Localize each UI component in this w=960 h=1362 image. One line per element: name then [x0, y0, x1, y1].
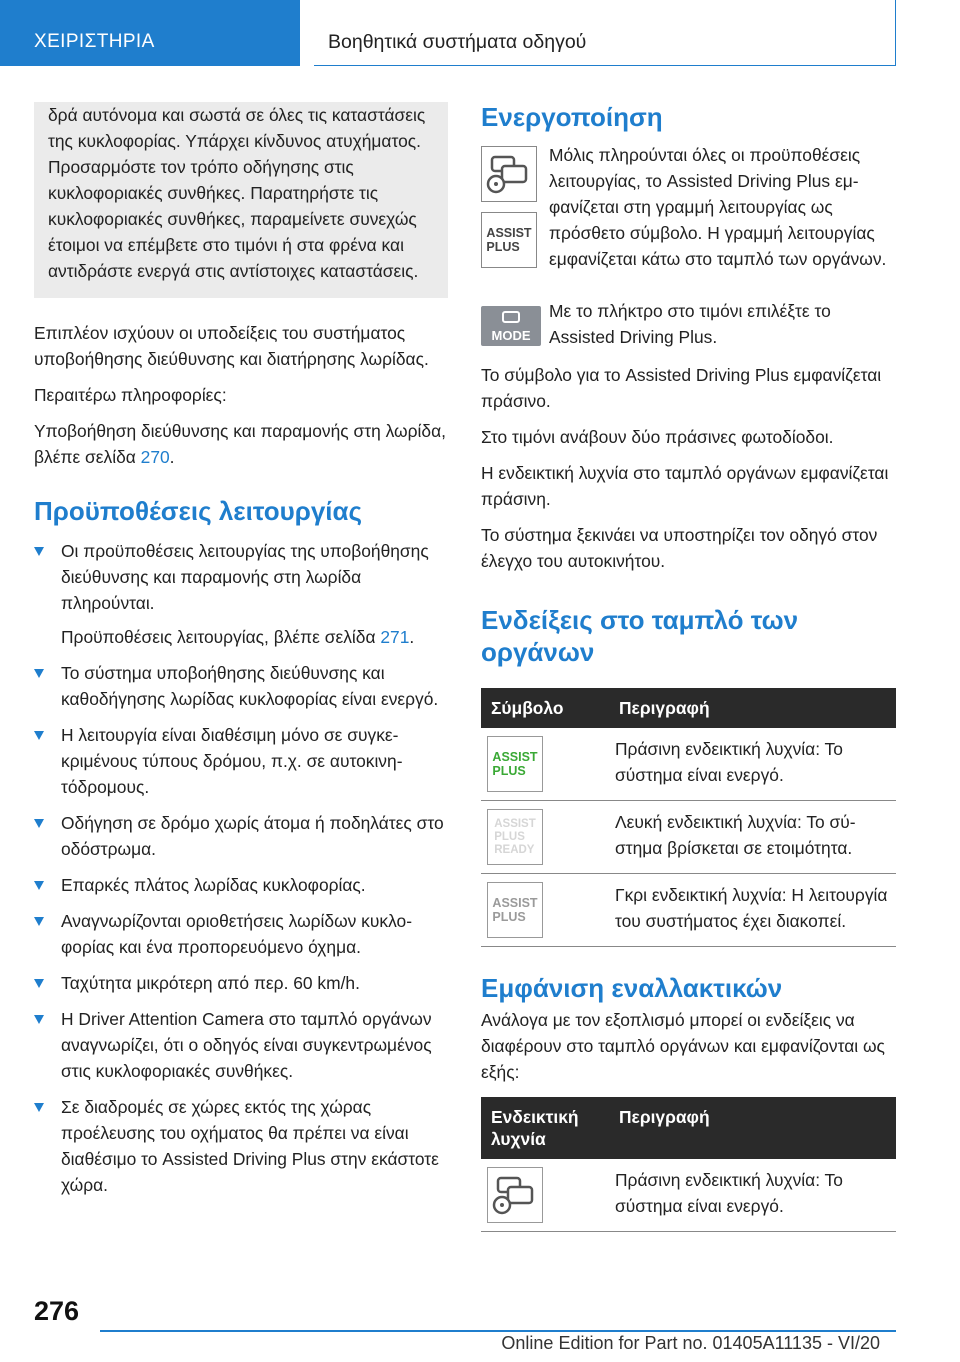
triangle-bullet-icon: [34, 1103, 44, 1112]
table-header-symbol: Σύμβολο: [481, 688, 609, 728]
indicators-table: [481, 688, 896, 947]
footer-edition: Online Edition for Part no. 01405A11135 - VI/20: [501, 1333, 880, 1353]
assist-label-line: ASSIST: [492, 750, 538, 764]
paragraph: Στο τιμόνι ανάβουν δύο πράσινες φωτοδίοδοι.: [481, 427, 834, 447]
bullet-item: [34, 722, 448, 800]
paragraph: Το σύστημα ξεκινάει να υποστηρίζει τον οδηγό στον έλεγχο του αυτοκινήτου.: [481, 525, 878, 571]
cars-steering-icon: [492, 1175, 538, 1215]
bullet-sub-end: .: [409, 627, 415, 647]
triangle-bullet-icon: [34, 881, 44, 890]
bullet-sub-text: Προϋποθέσεις λειτουργίας, βλέπε σελίδα: [61, 627, 381, 647]
bullet-text: Οδήγηση σε δρόμο χωρίς άτομα ή ποδηλάτες στο οδόστρωμα.: [61, 813, 444, 859]
assisted-driving-icon: [481, 146, 537, 202]
assist-plus-grey-icon: [487, 882, 543, 938]
assist-label-line: READY: [494, 843, 535, 856]
table-row: [481, 728, 896, 801]
paragraph-end: .: [169, 447, 175, 467]
bullet-item: [34, 660, 448, 712]
paragraph-with-link: [34, 418, 448, 470]
paragraph: Η ενδεικτική λυχνία στο ταμπλό οργάνων εμφανίζεται πράσινη.: [481, 463, 889, 509]
assist-label-line: PLUS: [486, 240, 520, 254]
assist-label-line: ASSIST: [486, 226, 532, 240]
assist-label-grey: [492, 896, 537, 924]
cars-steering-icon: [486, 154, 532, 194]
triangle-bullet-icon: [34, 1015, 44, 1024]
table-row: [481, 801, 896, 874]
section-heading: Προϋποθέσεις λειτουργίας: [34, 496, 363, 526]
mode-label: MODE: [491, 328, 531, 343]
assist-plus-ready-icon: [487, 809, 543, 865]
warning-box: [34, 102, 448, 298]
page-number: 276: [34, 1296, 80, 1326]
bullet-text: Η λειτουργία είναι διαθέσιμη μόνο σε συγκεκριμένους τύπους δρόμου, π.χ. σε αυτοκινητόδρομους.: [61, 725, 403, 797]
assist-label-line: PLUS: [492, 910, 526, 924]
table-cell-icon: [481, 801, 609, 874]
bullet-text: Ταχύτητα μικρότερη από περ. 60 km/h.: [61, 973, 360, 993]
table-cell-description: Γκρι ενδεικτική λυχνία: Η λειτουργία του συστήματος έχει διακοπεί.: [609, 874, 896, 947]
page-link[interactable]: 270: [140, 447, 170, 467]
paragraph: Ανάλογα με τον εξοπλισμό μπορεί οι ενδείξεις να διαφέρουν στο ταμπλό οργάνων και εμφανίζονται ως εξής:: [481, 1010, 885, 1082]
table-cell-icon: [481, 728, 609, 801]
table-cell-description: Πράσινη ενδεικτική λυχνία: Το σύστημα είναι ενεργό.: [609, 728, 896, 801]
triangle-bullet-icon: [34, 669, 44, 678]
table-header-description: Περιγραφή: [609, 1097, 896, 1159]
page-link[interactable]: 271: [380, 627, 410, 647]
table-row: [481, 1159, 896, 1232]
bullet-item: [34, 538, 448, 616]
assist-plus-green-icon: [487, 736, 543, 792]
section-title: ΧΕΙΡΙΣΤΗΡΙΑ: [34, 31, 155, 52]
bullet-item: [34, 872, 448, 898]
assist-label-white: [494, 818, 536, 857]
paragraph: Περαιτέρω πληροφορίες:: [34, 385, 227, 405]
bullet-sub: [34, 624, 448, 650]
bullet-text: Οι προϋποθέσεις λειτουργίας της υποβοήθησης διεύθυνσης και παραμονής στη λωρίδα πληρούνται.: [61, 541, 429, 613]
assisted-driving-icon: [487, 1167, 543, 1223]
activation-text: Μόλις πληρούνται όλες οι προϋποθέσεις λειτουργίας, το Assisted Driving Plus εμφανίζεται στη γραμμή λειτουργίας ως πρόσθετο σύμβολο. Η γραμμή λειτουργίας εμφανίζεται κάτω στο ταμπλό των οργάνων.: [549, 145, 887, 269]
table-row: [481, 874, 896, 947]
right-column: [481, 100, 896, 1232]
section-tab: [0, 0, 300, 66]
bullet-item: [34, 1006, 448, 1084]
assist-plus-label: [486, 226, 531, 254]
table-header-row: [481, 1097, 896, 1159]
table-cell-description: Πράσινη ενδεικτική λυχνία: Το σύστημα είναι ενεργό.: [609, 1159, 896, 1232]
assist-label-line: PLUS: [492, 764, 526, 778]
bullet-text: Επαρκές πλάτος λωρίδας κυκλοφορίας.: [61, 875, 366, 895]
bullet-text: Η Driver Attention Camera στο ταμπλό οργάνων αναγνωρίζει, ότι ο οδηγός είναι συγκεντρωμένος στις κυκλοφοριακές συνθήκες.: [61, 1009, 432, 1081]
section-heading-alternatives: Εμφάνιση εναλλακτικών: [481, 973, 783, 1003]
mode-button: [481, 306, 541, 346]
table-cell-icon: [481, 1159, 609, 1232]
section-heading-indicators: Ενδείξεις στο ταμπλό των οργάνων: [481, 605, 799, 667]
bullet-text: Σε διαδρομές σε χώρες εκτός της χώρας προέλευσης του οχήματος θα πρέπει να είναι διαθέσιμο το Assisted Driving Plus στην εκάστοτε χώρα.: [61, 1097, 439, 1195]
paragraph: Το σύμβολο για το Assisted Driving Plus εμφανίζεται πράσινο.: [481, 365, 882, 411]
triangle-bullet-icon: [34, 731, 44, 740]
mode-text: Με το πλήκτρο στο τιμόνι επιλέξτε το Assisted Driving Plus.: [549, 301, 831, 347]
bullet-item: [34, 1094, 448, 1198]
table-cell-icon: [481, 874, 609, 947]
table-header-description: Περιγραφή: [609, 688, 896, 728]
alternative-indicators-table: [481, 1097, 896, 1232]
bullet-text: Το σύστημα υποβοήθησης διεύθυνσης και καθοδήγησης λωρίδας κυκλοφορίας είναι ενεργό.: [61, 663, 439, 709]
bullet-item: [34, 970, 448, 996]
assist-label-line: ASSIST: [492, 896, 538, 910]
bullet-item: [34, 810, 448, 862]
mode-block: [481, 298, 896, 352]
triangle-bullet-icon: [34, 917, 44, 926]
triangle-bullet-icon: [34, 547, 44, 556]
table-header-indicator: Ενδεικτική λυχνία: [481, 1097, 609, 1159]
footer-divider: [100, 1330, 896, 1332]
chapter-title: Βοηθητικά συστήματα οδηγού: [328, 31, 587, 53]
activation-block: [481, 142, 896, 284]
assist-label-line: ASSIST: [494, 817, 536, 830]
triangle-bullet-icon: [34, 979, 44, 988]
table-header-row: [481, 688, 896, 728]
assist-label-green: [492, 750, 537, 778]
assist-plus-icon: [481, 212, 537, 268]
table-cell-description: Λευκή ενδεικτική λυχνία: Το σύστημα βρίσκεται σε ετοιμότητα.: [609, 801, 896, 874]
bullet-text: Αναγνωρίζονται οριοθετήσεις λωρίδων κυκλοφορίας και ένα προπορευόμενο όχημα.: [61, 911, 412, 957]
paragraph-text: Υποβοήθηση διεύθυνσης και παραμονής στη λωρίδα, βλέπε σελίδα: [34, 421, 446, 467]
chapter-tab: [314, 0, 896, 66]
triangle-bullet-icon: [34, 819, 44, 828]
warning-text: δρά αυτόνομα και σωστά σε όλες τις καταστάσεις της κυκλοφορίας. Υπάρχει κίνδυνος ατυχήματος. Προσαρμόστε τον τρόπο οδήγησης στις κυκλοφοριακές συνθήκες. Παρατηρήστε τις κυκλοφοριακές συνθήκες, παραμείνετε συνεχώς έτοιμοι να επέμβετε στο τιμόνι ή στα φρένα και αντιδράστε ενεργά στις αντίστοιχες καταστάσεις.: [48, 105, 426, 281]
section-heading-activation: Ενεργοποίηση: [481, 102, 663, 132]
bullet-item: [34, 908, 448, 960]
paragraph: Επιπλέον ισχύουν οι υποδείξεις του συστήματος υποβοήθησης διεύθυνσης και διατήρησης λωρίδας.: [34, 323, 429, 369]
left-column: [34, 102, 448, 1198]
assist-label-line: PLUS: [494, 830, 525, 843]
